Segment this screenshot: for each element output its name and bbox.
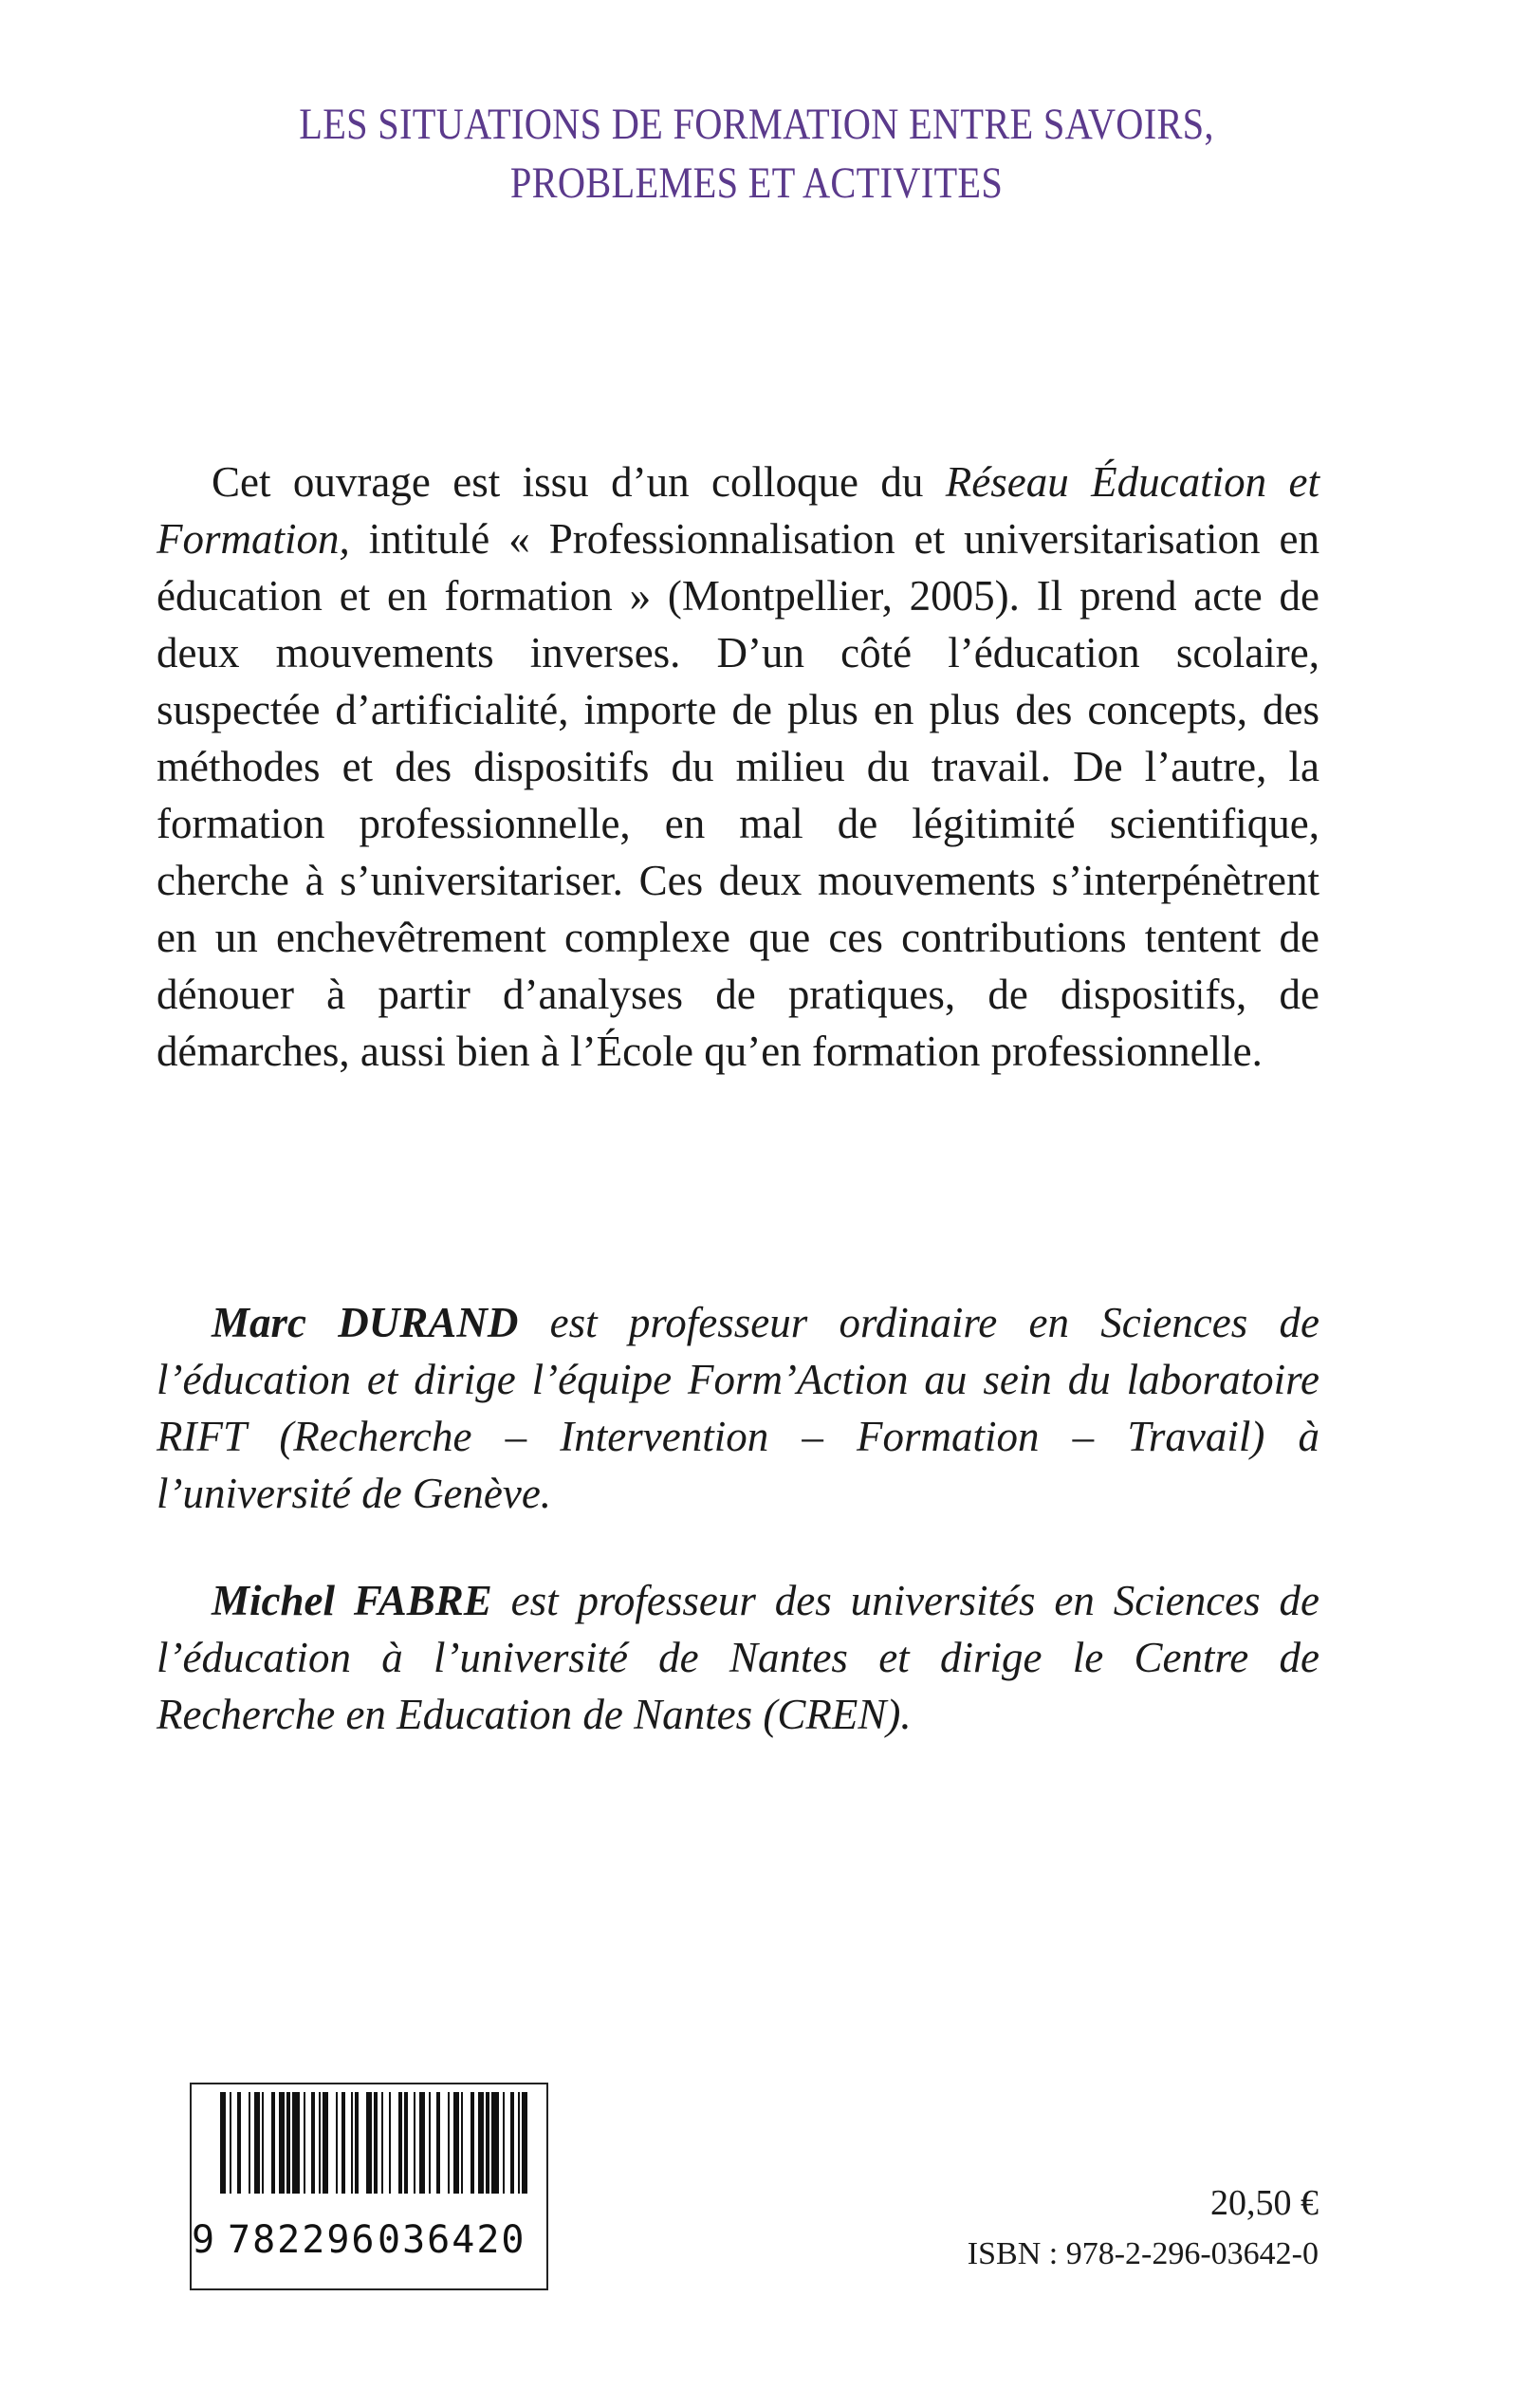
barcode-digits [192, 2194, 544, 2287]
isbn: ISBN : 978-2-296-03642-0 [967, 2236, 1319, 2271]
network-name: Réseau Éducation et Formation, [157, 458, 1319, 563]
summary-text-start: Cet ouvrage est issu d’un colloque du [212, 458, 946, 506]
author-name-1: Marc DURAND [212, 1299, 519, 1346]
author-name-2: Michel FABRE [212, 1577, 492, 1624]
book-title-line-2: PROBLEMES ET ACTIVITES [509, 158, 1004, 208]
author-bio-1 [157, 1294, 1319, 1522]
barcode-bars-icon [192, 2084, 543, 2198]
author-bio-2 [157, 1572, 1319, 1743]
author-bio-text-2: est professeur des universités en Sciences de l’éducation à l’université de Nantes et dirige le Centre de Recherche en Education de Nantes (CREN). [157, 1577, 1320, 1738]
price: 20,50 € [1210, 2183, 1319, 2223]
author-bio-text-1: est professeur ordinaire en Sciences de l’éducation et dirige l’équipe Form’Action au sein du laboratoire RIFT (Recherche – Intervention – Formation – Travail) à l’université de Genève. [157, 1299, 1319, 1517]
summary-paragraph [157, 454, 1319, 1080]
book-title-line-1: LES SITUATIONS DE FORMATION ENTRE SAVOIRS, [299, 100, 1214, 149]
barcode-group-2: 036420 [378, 2218, 526, 2262]
book-title [106, 95, 1408, 213]
summary-text-rest: intitulé « Professionnalisation et universitarisation en éducation et en formation » (Montpellier, 2005). Il prend acte de deux mouvements inverses. D’un côté l’éducation scolaire, suspectée d’artificialité, importe de plus en plus des concepts, des méthodes et des dispositifs du milieu du travail. De l’autre, la formation professionnelle, en mal de légitimité scientifique, cherche à s’universitariser. Ces deux mouvements s’interpénètrent en un enchevêtrement complexe que ces contributions tentent de dénouer à partir d’analyses de pratiques, de dispositifs, de démarches, aussi bien à l’École qu’en formation professionnelle. [157, 515, 1319, 1075]
barcode-lead-digit: 9 [192, 2218, 217, 2262]
barcode-group-1: 782296 [228, 2218, 377, 2262]
